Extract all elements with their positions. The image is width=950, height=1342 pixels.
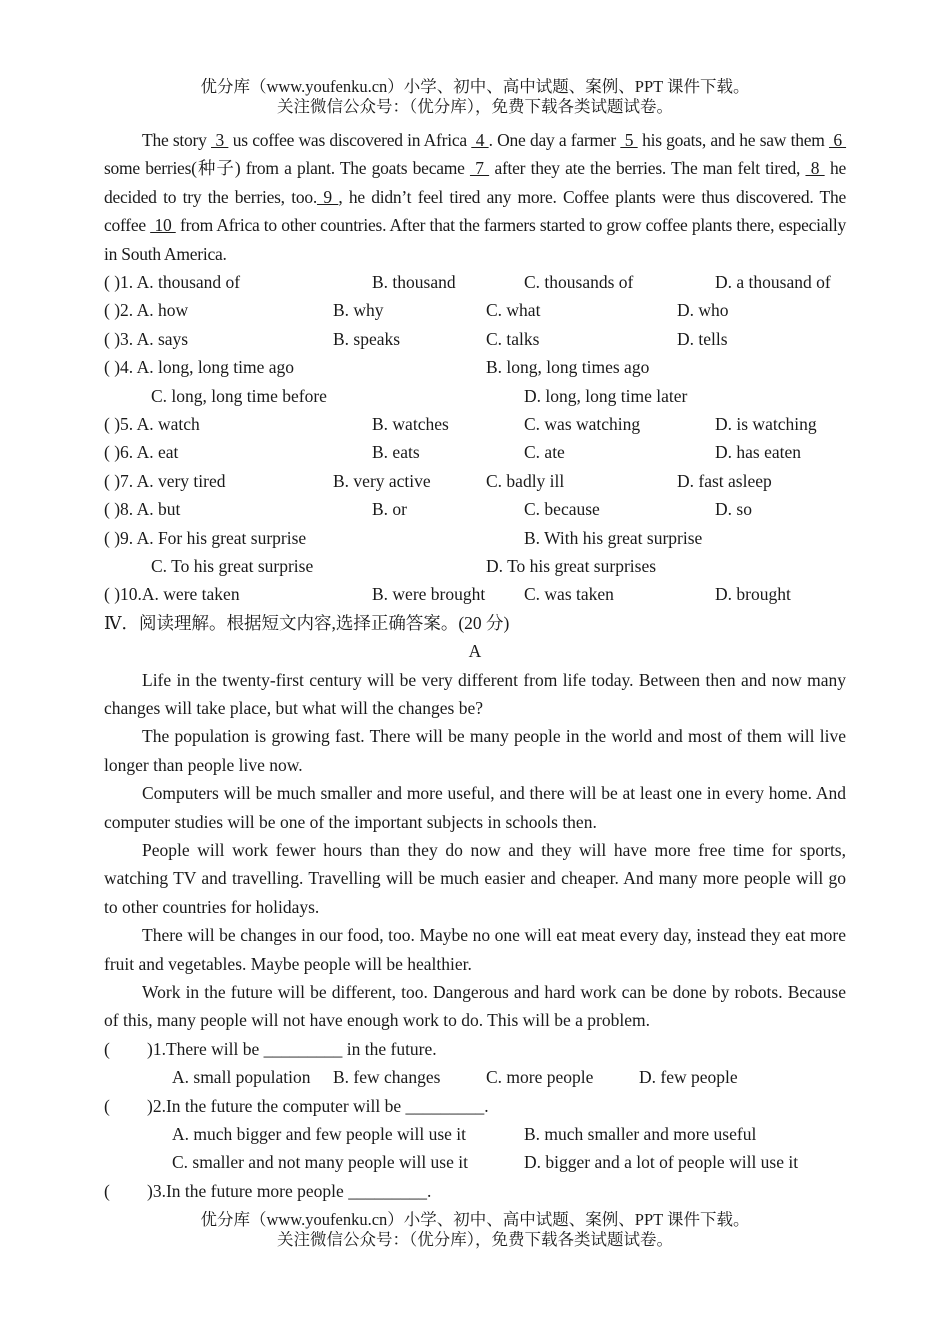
page-footer xyxy=(0,1210,950,1250)
option-c: C. more people xyxy=(486,1067,594,1088)
cloze-question-5 xyxy=(104,410,846,438)
answer-paren: ( xyxy=(104,1038,110,1059)
cloze-text: after they ate the berries. The man felt tired, xyxy=(489,158,806,179)
option-c: C. badly ill xyxy=(486,470,565,491)
cloze-text: us coffee was discovered in Africa xyxy=(228,130,472,150)
option-b: B. With his great surprise xyxy=(524,527,703,548)
option-d: D. so xyxy=(715,499,752,520)
question-stem: ( )3. A. says xyxy=(104,328,189,349)
cloze-question-9-cont xyxy=(104,552,846,580)
question-text: )1.There will be xyxy=(147,1038,264,1059)
option-c: C. talks xyxy=(486,328,540,349)
question-stem: ( )7. A. very tired xyxy=(104,470,226,491)
page-header xyxy=(0,77,950,117)
reading-question-1 xyxy=(104,1035,846,1063)
question-stem xyxy=(147,1035,437,1063)
cloze-question-10 xyxy=(104,580,846,608)
reading-paragraph-6: Work in the future will be different, too. Dangerous and hard work can be done by robots. Because of this, many people will not have enough work to do. This will be a problem. xyxy=(104,981,846,1031)
cloze-text: , he didn’t feel tired any more. Coffee plants were thus discovered. The coffee xyxy=(104,186,847,236)
cloze-text: his goats, and he saw them xyxy=(637,130,830,150)
header-line-2: 关注微信公众号：（优分库），免费下载各类试题试卷。 xyxy=(277,97,673,116)
section-title-text: Ⅳ．阅读理解。根据短文内容,选择正确答案。(20 分) xyxy=(104,612,510,633)
cloze-question-4-cont xyxy=(104,382,846,410)
option-d: D. long, long time later xyxy=(524,385,688,406)
question-stem xyxy=(147,1092,489,1120)
option-b: B. thousand xyxy=(372,272,456,293)
cloze-question-2 xyxy=(104,296,846,324)
cloze-question-9 xyxy=(104,524,846,552)
cloze-text: from Africa to other countries. After that the farmers started to grow coffee plants there, especially in South America. xyxy=(104,215,846,264)
option-c: C. what xyxy=(486,300,541,321)
reading-paragraph-2: The population is growing fast. There will be many people in the world and most of them will live longer than people live now. xyxy=(104,726,846,775)
question-tail: in the future. xyxy=(342,1038,437,1059)
cloze-passage xyxy=(104,126,846,268)
question-tail: . xyxy=(484,1095,489,1116)
option-b: B. very active xyxy=(333,470,431,491)
option-a: A. small population xyxy=(172,1067,311,1088)
option-c: C. thousands of xyxy=(524,272,634,293)
cloze-question-6 xyxy=(104,438,846,466)
cloze-text: The story xyxy=(142,130,212,150)
question-stem: ( )8. A. but xyxy=(104,499,181,520)
option-c: C. To his great surprise xyxy=(151,555,314,576)
cloze-text: some berries(种子) from a plant. The goats became xyxy=(104,158,470,179)
option-c: C. ate xyxy=(524,442,565,463)
option-b: B. long, long times ago xyxy=(486,357,650,378)
passage-label: A xyxy=(468,641,482,662)
reading-question-2-options-cd xyxy=(104,1148,846,1176)
option-b: B. eats xyxy=(372,442,420,463)
option-c: C. long, long time before xyxy=(151,385,327,406)
cloze-question-8 xyxy=(104,495,846,523)
question-stem: ( )2. A. how xyxy=(104,300,189,321)
reading-question-1-options xyxy=(104,1063,846,1091)
question-stem: ( )1. A. thousand of xyxy=(104,272,241,293)
option-d: D. tells xyxy=(677,328,728,349)
question-stem: ( )6. A. eat xyxy=(104,442,179,463)
reading-question-2-options-ab xyxy=(104,1120,846,1148)
option-d: D. fast asleep xyxy=(677,470,772,491)
option-d: D. To his great surprises xyxy=(486,555,657,576)
blank-10: 10 xyxy=(150,215,176,236)
option-c: C. smaller and not many people will use it xyxy=(172,1152,468,1173)
reading-paragraph-1: Life in the twenty-first century will be very different from life today. Between then and now many changes will take place, but what will the changes be? xyxy=(104,669,846,718)
option-d: D. is watching xyxy=(715,413,817,434)
footer-line-1: 优分库（www.youfenku.cn）小学、初中、高中试题、案例、PPT 课件下载。 xyxy=(200,1210,750,1229)
option-b: B. much smaller and more useful xyxy=(524,1123,757,1144)
blank-6: 6 xyxy=(829,130,847,150)
answer-blank: _________ xyxy=(348,1180,427,1201)
answer-blank: _________ xyxy=(263,1038,343,1059)
blank-5: 5 xyxy=(620,130,638,150)
option-c: C. was taken xyxy=(524,584,614,605)
answer-blank: _________ xyxy=(405,1095,485,1116)
option-c: C. was watching xyxy=(524,413,641,434)
reading-paragraph-3: Computers will be much smaller and more useful, and there will be at least one in every home. And computer studies will be one of the important subjects in schools then. xyxy=(104,783,846,832)
answer-paren: ( xyxy=(104,1095,110,1116)
question-text: )2.In the future the computer will be xyxy=(147,1095,406,1116)
header-line-1: 优分库（www.youfenku.cn）小学、初中、高中试题、案例、PPT 课件下载。 xyxy=(200,77,750,96)
question-stem: ( )10.A. were taken xyxy=(104,584,240,605)
cloze-question-4 xyxy=(104,353,846,381)
option-b: B. speaks xyxy=(333,328,401,349)
answer-paren: ( xyxy=(104,1180,110,1201)
option-d: D. brought xyxy=(715,584,791,605)
option-b: B. or xyxy=(372,499,407,520)
document-body xyxy=(104,126,846,1205)
option-b: B. why xyxy=(333,300,384,321)
section-title xyxy=(104,609,846,637)
option-d: D. has eaten xyxy=(715,442,802,463)
reading-paragraph-4: People will work fewer hours than they do now and they will have more free time for sports, watching TV and travelling. Travelling will be much easier and cheaper. And many more people will go to other countries for holidays. xyxy=(104,839,846,917)
footer-line-2: 关注微信公众号：（优分库），免费下载各类试题试卷。 xyxy=(277,1230,673,1249)
option-d: D. who xyxy=(677,300,729,321)
reading-question-2 xyxy=(104,1092,846,1120)
option-b: B. watches xyxy=(372,413,449,434)
question-stem: ( )9. A. For his great surprise xyxy=(104,527,307,548)
cloze-text: . One day a farmer xyxy=(488,130,621,150)
question-stem: ( )5. A. watch xyxy=(104,413,200,434)
blank-8: 8 xyxy=(805,158,825,179)
blank-7: 7 xyxy=(469,158,490,179)
option-d: D. a thousand of xyxy=(715,272,831,293)
option-b: B. were brought xyxy=(372,584,486,605)
question-stem xyxy=(147,1177,431,1205)
question-text: )3.In the future more people xyxy=(147,1180,349,1201)
option-b: B. few changes xyxy=(333,1067,441,1088)
cloze-question-3 xyxy=(104,325,846,353)
option-c: C. because xyxy=(524,499,600,520)
reading-question-3 xyxy=(104,1177,846,1205)
cloze-question-7 xyxy=(104,467,846,495)
question-tail: . xyxy=(426,1180,432,1201)
blank-3: 3 xyxy=(211,130,229,150)
cloze-question-1 xyxy=(104,268,846,296)
option-d: D. bigger and a lot of people will use it xyxy=(524,1152,799,1173)
blank-9: 9 xyxy=(316,186,339,207)
blank-4: 4 xyxy=(471,130,489,150)
reading-paragraph-5: There will be changes in our food, too. Maybe no one will eat meat every day, instead they eat more fruit and vegetables. Maybe people will be healthier. xyxy=(104,925,846,974)
option-a: A. much bigger and few people will use it xyxy=(172,1123,467,1144)
question-stem: ( )4. A. long, long time ago xyxy=(104,357,295,378)
option-d: D. few people xyxy=(639,1067,738,1088)
cloze-text: he decided to try the berries, too. xyxy=(104,158,846,207)
